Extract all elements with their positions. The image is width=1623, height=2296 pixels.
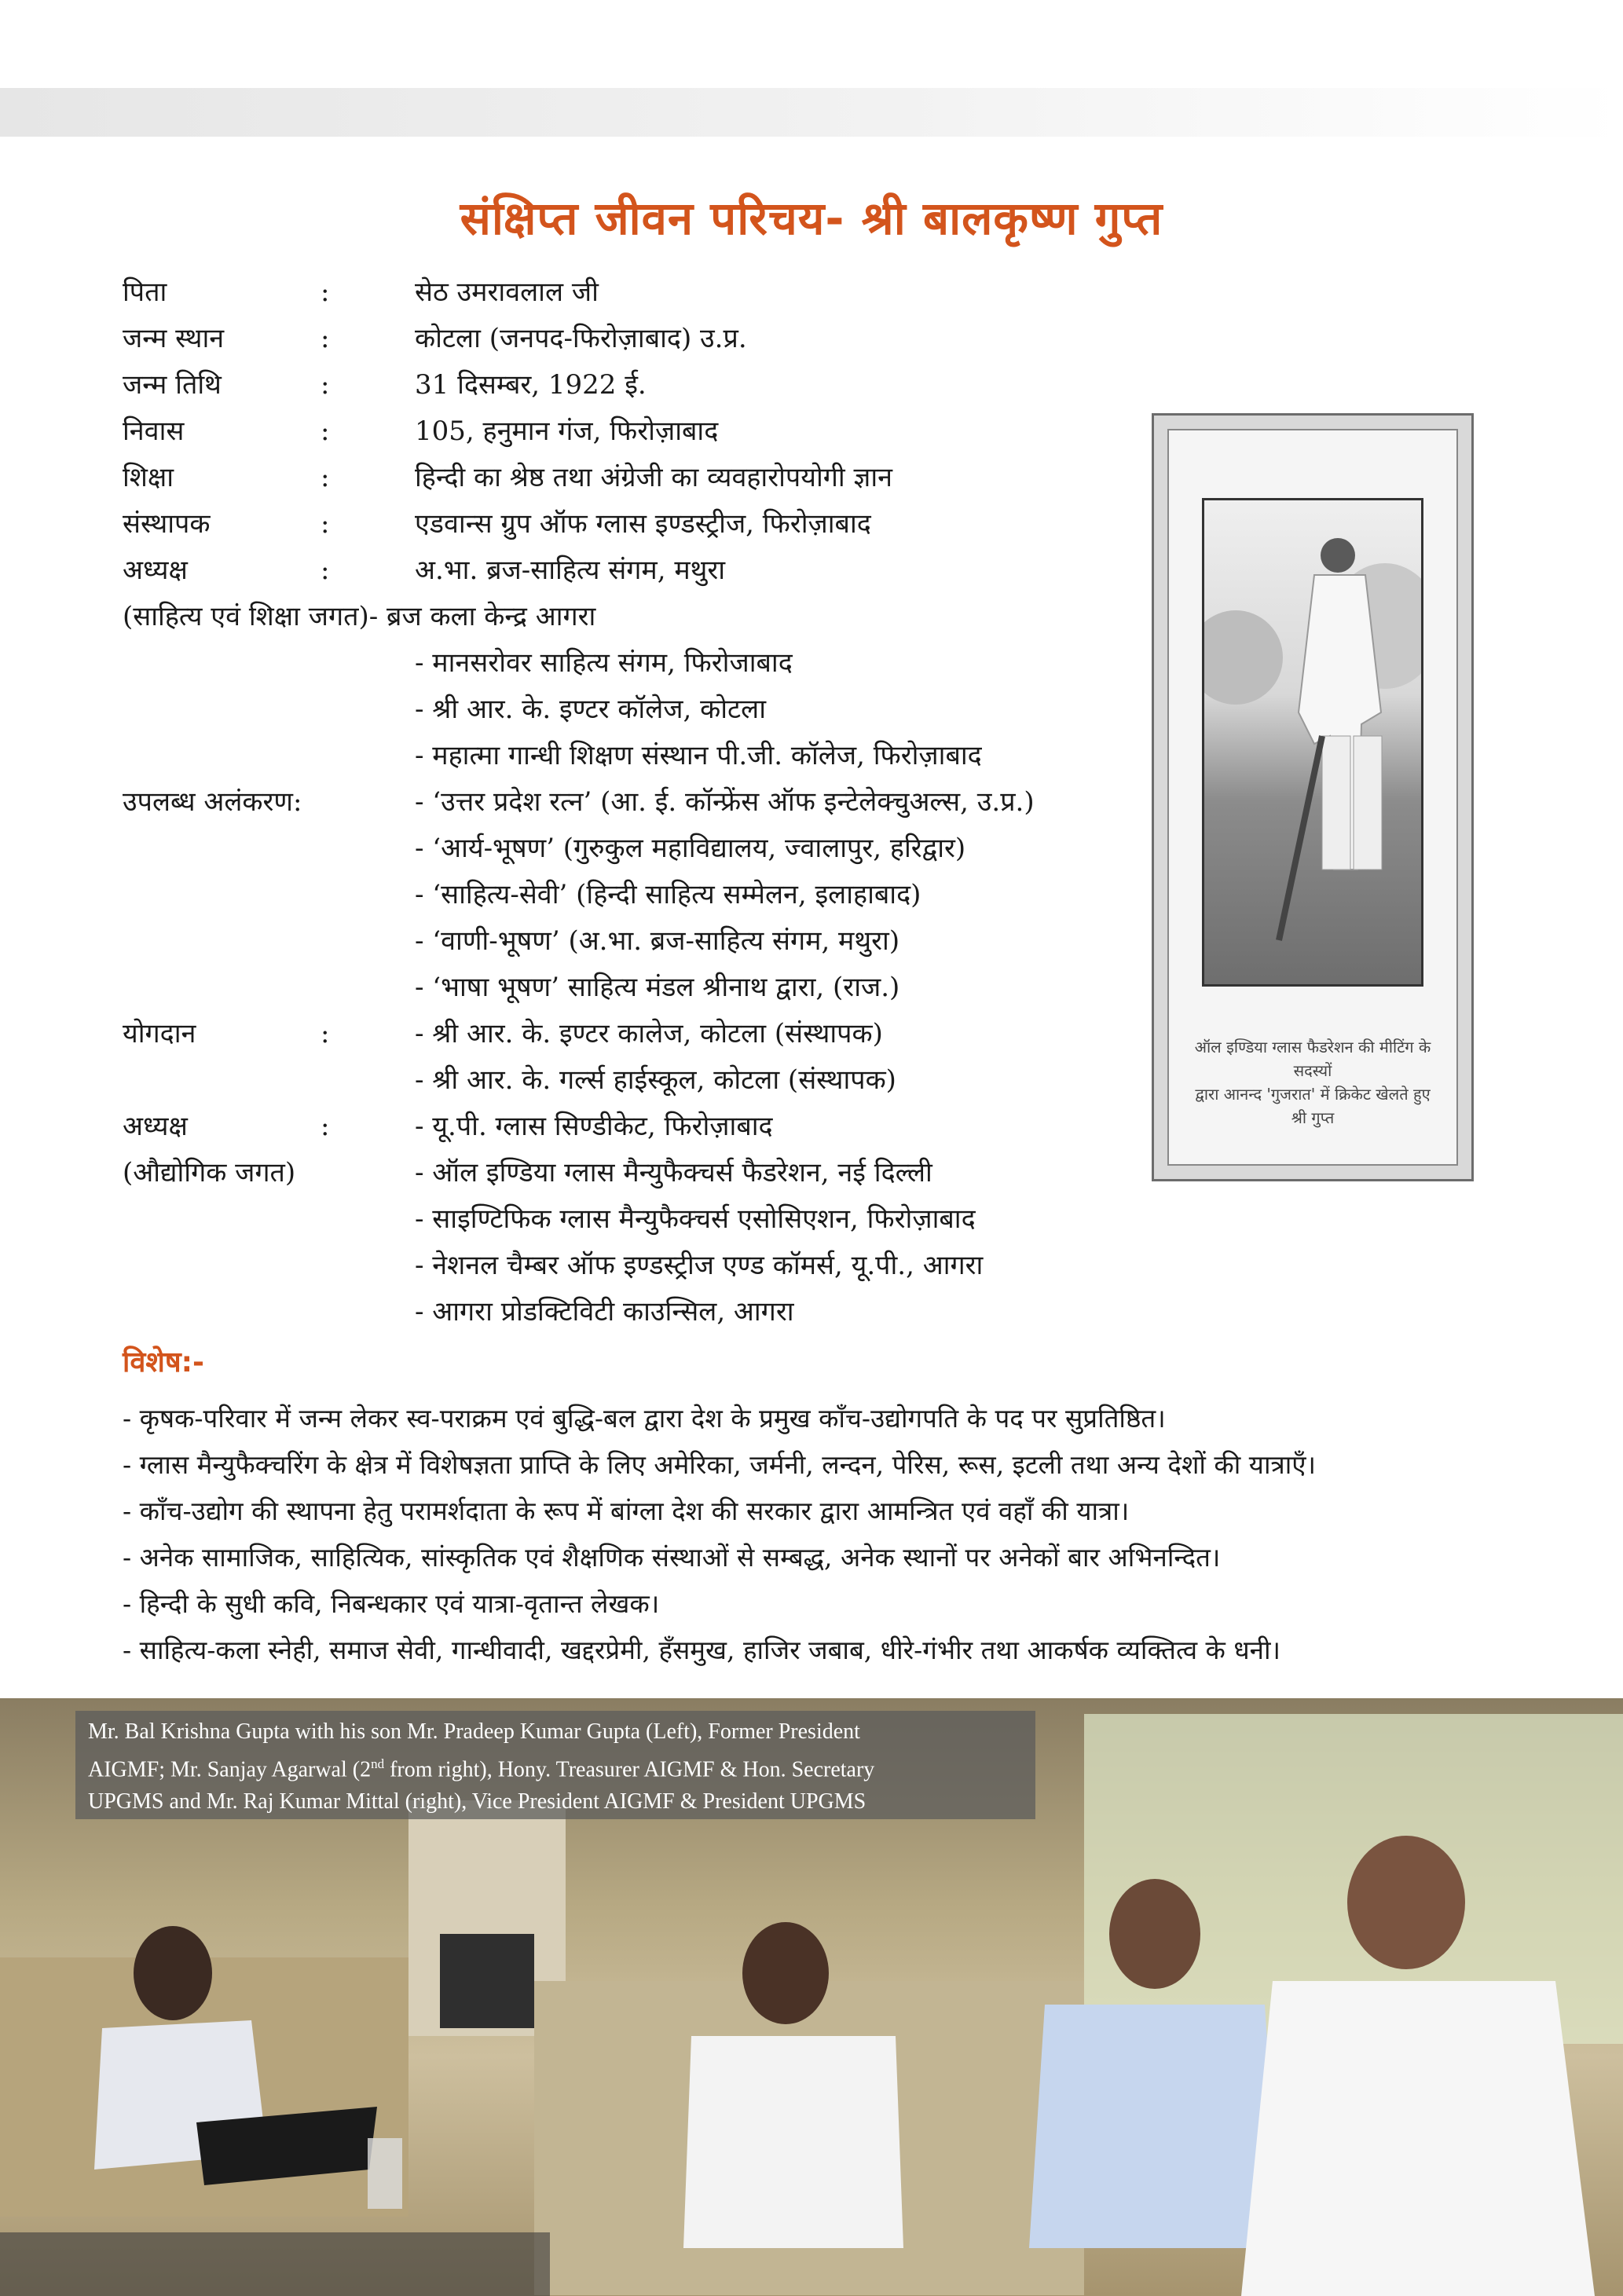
detail-value: एडवान्स ग्रुप ऑफ ग्लास इण्डस्ट्रीज, फिरोज़ाबाद — [415, 508, 871, 540]
industry-item: - ऑल इण्डिया ग्लास मैन्युफैक्चर्स फैडरेशन, नई दिल्ली — [415, 1157, 932, 1188]
sahitya-label: (साहित्य एवं शिक्षा जगत)- ब्रज कला केन्द्र आगरा — [123, 601, 596, 632]
detail-colon: : — [321, 462, 330, 493]
vishesh-item: - कृषक-परिवार में जन्म लेकर स्व-पराक्रम एवं बुद्धि-बल द्वारा देश के प्रमुख काँच-उद्योगपति के पद पर सुप्रतिष्ठित। — [123, 1403, 1166, 1434]
detail-value: सेठ उमरावलाल जी — [415, 276, 599, 308]
vishesh-item: - साहित्य-कला स्नेही, समाज सेवी, गान्धीवादी, खद्दरप्रेमी, हँसमुख, हाजिर जबाब, धीरे-गंभीर तथा आकर्षक व्यक्तित्व के धनी। — [123, 1635, 1281, 1665]
header-band — [0, 88, 1623, 137]
contribution-item: - श्री आर. के. इण्टर कालेज, कोटला (संस्थापक) — [415, 1018, 883, 1049]
detail-colon: : — [321, 323, 330, 354]
award-item: - ‘साहित्य-सेवी’ (हिन्दी साहित्य सम्मेलन, इलाहाबाद) — [415, 879, 921, 910]
contribution-item: - श्री आर. के. गर्ल्स हाईस्कूल, कोटला (संस्थापक) — [415, 1064, 896, 1096]
vishesh-item: - काँच-उद्योग की स्थापना हेतु परामर्शदाता के रूप में बांग्ला देश की सरकार द्वारा आमन्त्रित एवं वहाँ की यात्रा। — [123, 1496, 1130, 1526]
detail-value: 105, हनुमान गंज, फिरोज़ाबाद — [415, 416, 719, 447]
industry-item: - नेशनल चैम्बर ऑफ इण्डस्ट्रीज एण्ड कॉमर्स, यू.पी., आगरा — [415, 1250, 984, 1281]
industry-item: - यू.पी. ग्लास सिण्डीकेट, फिरोज़ाबाद — [415, 1111, 773, 1142]
vishesh-item: - हिन्दी के सुधी कवि, निबन्धकार एवं यात्रा-वृतान्त लेखक। — [123, 1588, 660, 1619]
vishesh-heading: विशेष:- — [123, 1346, 204, 1379]
detail-colon: : — [321, 508, 330, 540]
detail-label: पिता — [123, 276, 167, 308]
industry-label-sub: (औद्योगिक जगत) — [123, 1157, 296, 1188]
award-item: - ‘उत्तर प्रदेश रत्न’ (आ. ई. कॉन्फ्रेंस ऑफ इन्टेलेक्चुअल्स, उ.प्र.) — [415, 786, 1035, 818]
caption-line — [88, 1748, 1031, 1785]
detail-label: शिक्षा — [123, 462, 174, 493]
detail-value: हिन्दी का श्रेष्ठ तथा अंग्रेजी का व्यवहारोपयोगी ज्ञान — [415, 462, 892, 493]
award-item: - ‘आर्य-भूषण’ (गुरुकुल महाविद्यालय, ज्वालापुर, हरिद्वार) — [415, 833, 966, 864]
photo-caption — [1178, 1035, 1447, 1130]
caption-text: from right), Hony. Treasurer AIGMF & Hon. Secretary — [384, 1757, 875, 1782]
detail-colon: : — [321, 369, 330, 401]
vishesh-item: - अनेक सामाजिक, साहित्यिक, सांस्कृतिक एवं शैक्षणिक संस्थाओं से सम्बद्ध, अनेक स्थानों पर अनेकों बार अभिनन्दित। — [123, 1542, 1221, 1573]
detail-colon: : — [321, 416, 330, 447]
award-item: - ‘वाणी-भूषण’ (अ.भा. ब्रज-साहित्य संगम, मथुरा) — [415, 925, 900, 957]
industry-item: - साइण्टिफिक ग्लास मैन्युफैक्चर्स एसोसिएशन, फिरोज़ाबाद — [415, 1203, 976, 1235]
caption-superscript: nd — [371, 1756, 385, 1771]
sahitya-item: - मानसरोवर साहित्य संगम, फिरोजाबाद — [415, 647, 793, 679]
detail-colon: : — [321, 276, 330, 308]
photo-caption-line: ऑल इण्डिया ग्लास फैडरेशन की मीटिंग के सदस्यों — [1194, 1038, 1431, 1080]
detail-label: निवास — [123, 416, 185, 447]
award-item: - ‘भाषा भूषण’ साहित्य मंडल श्रीनाथ द्वारा, (राज.) — [415, 972, 900, 1003]
detail-value: कोटला (जनपद-फिरोज़ाबाद) उ.प्र. — [415, 323, 747, 354]
detail-label: संस्थापक — [123, 508, 211, 540]
contribution-colon: : — [321, 1018, 330, 1049]
detail-label: अध्यक्ष — [123, 555, 188, 586]
caption-line: Mr. Bal Krishna Gupta with his son Mr. Pradeep Kumar Gupta (Left), Former President — [88, 1719, 860, 1744]
page-title: संक्षिप्त जीवन परिचय- श्री बालकृष्ण गुप्त — [460, 192, 1163, 245]
group-photo-caption — [88, 1716, 1031, 1818]
detail-label: जन्म स्थान — [123, 323, 225, 354]
vishesh-item: - ग्लास मैन्युफैक्चरिंग के क्षेत्र में विशेषज्ञता प्राप्ति के लिए अमेरिका, जर्मनी, लन्दन, पेरिस, रूस, इटली तथा अन्य देशों की यात्राएँ। — [123, 1449, 1317, 1480]
awards-label: उपलब्ध अलंकरण: — [123, 786, 302, 818]
detail-value: अ.भा. ब्रज-साहित्य संगम, मथुरा — [415, 555, 726, 586]
industry-colon: : — [321, 1111, 330, 1142]
detail-value: 31 दिसम्बर, 1922 ई. — [415, 369, 647, 401]
sahitya-item: - महात्मा गान्धी शिक्षण संस्थान पी.जी. कॉलेज, फिरोज़ाबाद — [415, 740, 982, 771]
detail-colon: : — [321, 555, 330, 586]
caption-text: AIGMF; Mr. Sanjay Agarwal (2 — [88, 1757, 372, 1782]
industry-label: अध्यक्ष — [123, 1111, 188, 1142]
detail-label: जन्म तिथि — [123, 369, 222, 401]
contribution-label: योगदान — [123, 1018, 196, 1049]
caption-line: UPGMS and Mr. Raj Kumar Mittal (right), Vice President AIGMF & President UPGMS — [88, 1789, 866, 1814]
photo-caption-line: श्री गुप्त — [1291, 1108, 1335, 1127]
industry-item: - आगरा प्रोडक्टिविटी काउन्सिल, आगरा — [415, 1296, 794, 1327]
photo-caption-line: द्वारा आनन्द 'गुजरात' में क्रिकेट खेलते हुए — [1195, 1085, 1431, 1104]
sahitya-item: - श्री आर. के. इण्टर कॉलेज, कोटला — [415, 694, 767, 725]
cricket-photo — [1202, 498, 1423, 987]
